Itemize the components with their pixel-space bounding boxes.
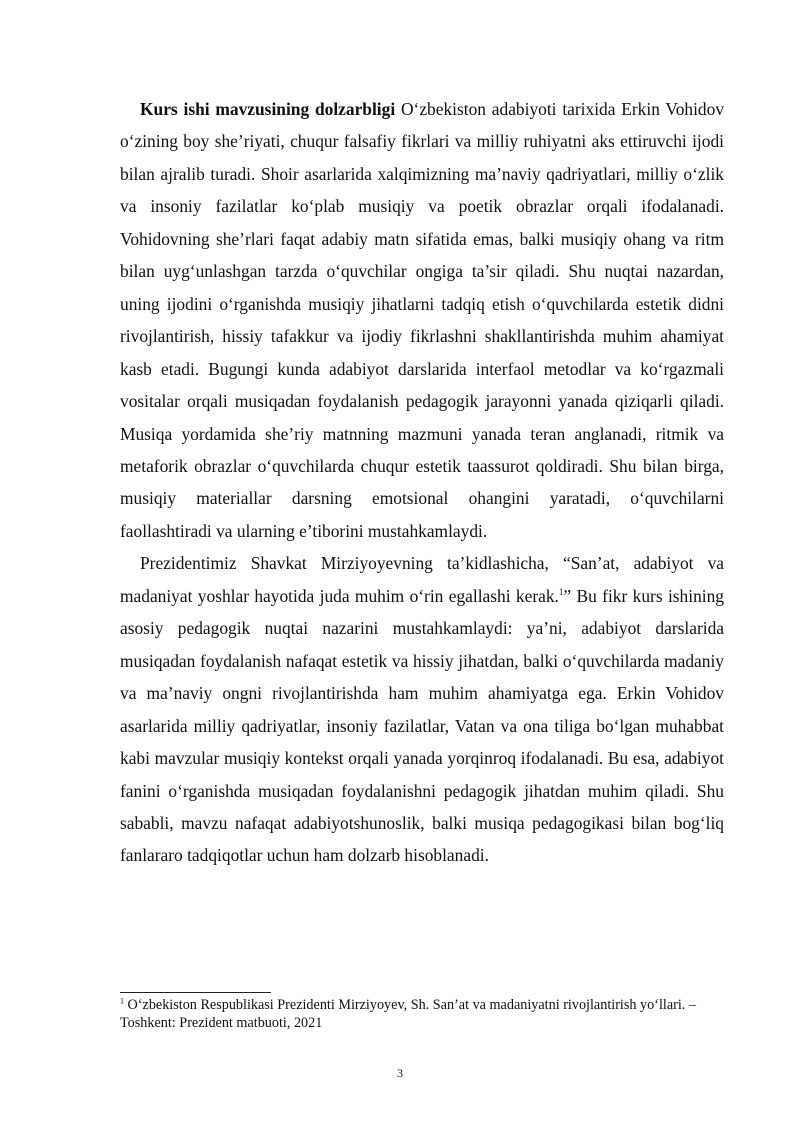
paragraph-1-text: O‘zbekiston adabiyoti tarixida Erkin Vohidov o‘zining boy she’riyati, chuqur falsafiy fikrlari va milliy ruhiyatni aks ettiruvchi ijodi bilan ajralib turadi. Shoir asarlarida xalqimizning ma’naviy qadriyatlari, milliy o‘zlik va insoniy fazilatlar ko‘plab musiqiy va poetik obrazlar orqali ifodalanadi. Vohidovning she’rlari faqat adabiy matn sifatida emas, balki musiqiy ohang va ritm bilan uyg‘unlashgan tarzda o‘quvchilar ongiga ta’sir qiladi. Shu nuqtai nazardan, uning ijodini o‘rganishda musiqiy jihatlarni tadqiq etish o‘quvchilarda estetik didni rivojlantirish, hissiy tafakkur va ijodiy fikrlashni shakllantirishda muhim ahamiyat kasb etadi. Bugungi kunda adabiyot darslarida interfaol metodlar va ko‘rgazmali vositalar orqali musiqadan foydalanish pedagogik jarayonni yanada qiziqarli qiladi. Musiqa yordamida she’riy matnning mazmuni yanada teran anglanadi, ritmik va metaforik obrazlar o‘quvchilarda chuqur estetik taassurot qoldiradi. Shu bilan birga, musiqiy materiallar darsning emotsional ohangini yaratadi, o‘quvchilarni faollashtiradi va ularning e’tiborini mustahkamlaydi. <box>120 99 725 541</box>
page-number: 3 <box>397 1066 403 1080</box>
footnote-reference[interactable]: 1 <box>558 587 564 597</box>
main-text <box>120 93 724 872</box>
paragraph-1-lead: Kurs ishi mavzusining dolzarbligi <box>140 99 396 119</box>
paragraph-1 <box>120 93 724 547</box>
footnote <box>120 997 724 1032</box>
footnote-text: O‘zbekiston Respublikasi Prezidenti Mirziyoyev, Sh. San’at va madaniyatni rivojlantirish yo‘llari. – Toshkent: Prezident matbuoti, 2021 <box>120 997 696 1031</box>
paragraph-2-text-before-ref: Prezidentimiz Shavkat Mirziyoyevning ta’kidlashicha, “San’at, adabiyot va madaniyat yoshlar hayotida juda muhim o‘rin egallashi kerak. <box>120 553 724 606</box>
paragraph-2-text-after-ref: ” Bu fikr kurs ishining asosiy pedagogik nuqtai nazarini mustahkamlaydi: ya’ni, adabiyot darslarida musiqadan foydalanish nafaqat estetik va hissiy jihatdan, balki o‘quvchilarda madaniy va ma’naviy ongni rivojlantirishda ham muhim ahamiyatga ega. Erkin Vohidov asarlarida milliy qadriyatlar, insoniy fazilatlar, Vatan va ona tiliga bo‘lgan muhabbat kabi mavzular musiqiy kontekst orqali yanada yorqinroq ifodalanadi. Bu esa, adabiyot fanini o‘rganishda musiqadan foydalanishni pedagogik jihatdan muhim qiladi. Shu sababli, mavzu nafaqat adabiyotshunoslik, balki musiqa pedagogikasi bilan bog‘liq fanlararo tadqiqotlar uchun ham dolzarb hisoblanadi. <box>120 585 724 866</box>
footnote-separator <box>120 992 271 993</box>
footnote-mark: 1 <box>120 996 124 1006</box>
paragraph-2 <box>120 547 724 872</box>
